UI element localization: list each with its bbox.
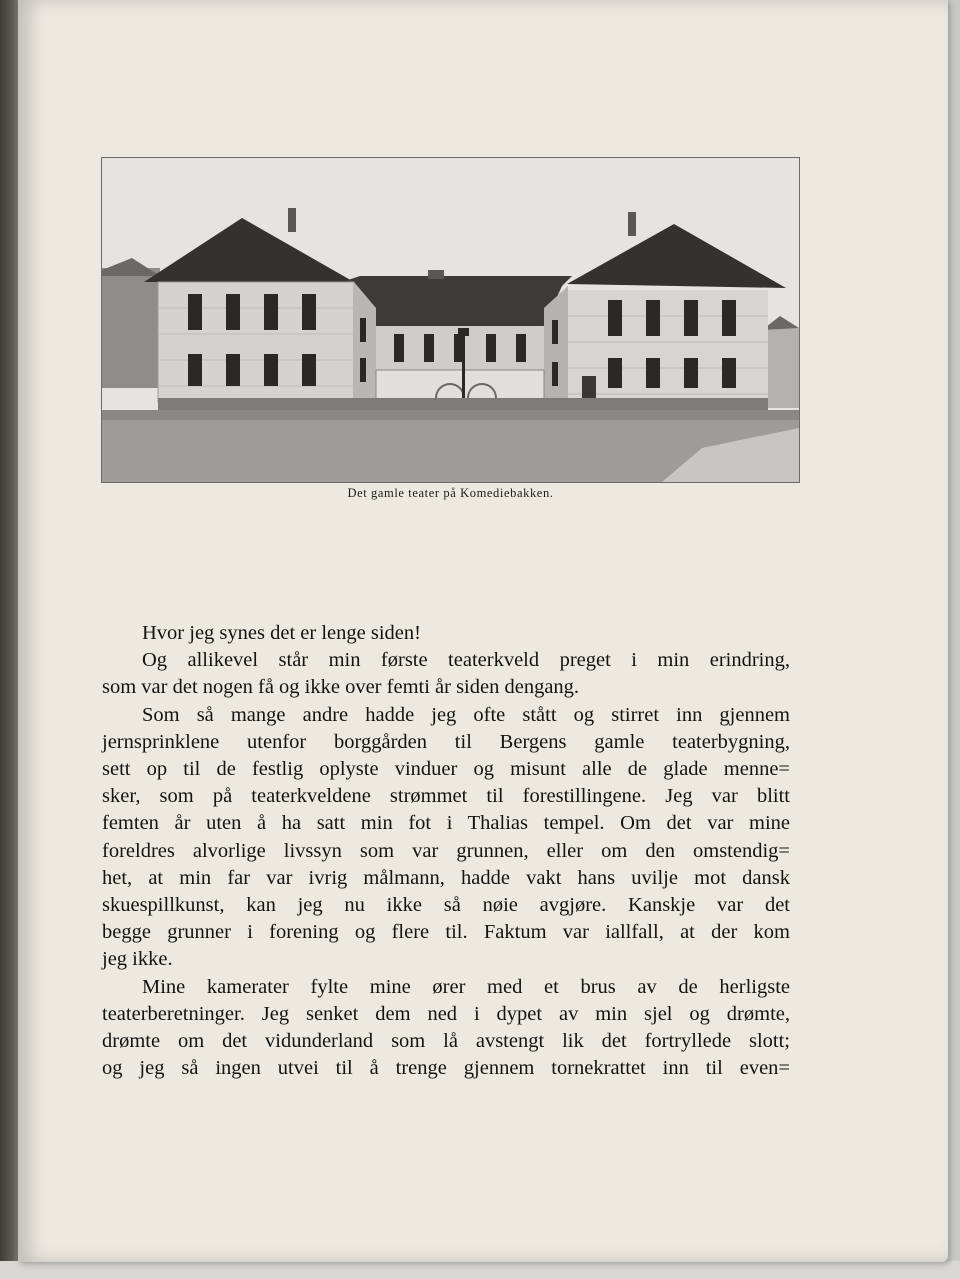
table-surface	[0, 1261, 960, 1279]
text-line: teaterberetninger. Jeg senket dem ned i dypet av min sjel og drømte,	[102, 1002, 790, 1025]
text-line: Som så mange andre hadde jeg ofte stått og stirret inn gjennem	[142, 703, 790, 726]
text-line: som var det nogen få og ikke over femti år siden dengang.	[102, 676, 580, 699]
text-line: jeg ikke.	[102, 948, 173, 971]
text-line: foreldres alvorlige livssyn som var grunnen, eller om den omstendig=	[102, 839, 790, 862]
text-line: femten år uten å ha satt min fot i Thalias tempel. Om det var mine	[102, 812, 790, 835]
text-line: sker, som på teaterkveldene strømmet til forestillingene. Jeg var blitt	[102, 785, 790, 808]
text-line: og jeg så ingen utvei til å trenge gjennem tornekrattet inn til even=	[102, 1057, 790, 1080]
text-line: Og allikevel står min første teaterkveld preget i min erindring,	[142, 649, 790, 672]
photo-caption: Det gamle teater på Komediebakken.	[347, 486, 554, 500]
text-line: jernsprinklene utenfor borggården til Bergens gamle teaterbygning,	[102, 730, 790, 753]
text-line: sett op til de festlig oplyste vinduer og misunt alle de glade menne=	[102, 758, 790, 781]
body-text	[102, 620, 790, 1082]
text-line: begge grunner i forening og flere til. Faktum var iallfall, at der kom	[102, 921, 790, 944]
text-line: Hvor jeg synes det er lenge siden!	[142, 622, 421, 644]
text-line: het, at min far var ivrig målmann, hadde vakt hans uvilje mot dansk	[102, 866, 790, 889]
text-line: drømte om det vidunderland som lå avstengt lik det fortryllede slott;	[102, 1030, 790, 1053]
theater-photograph	[102, 158, 799, 482]
text-line: skuespillkunst, kan jeg nu ikke så nøie avgjøre. Kanskje var det	[102, 894, 790, 917]
text-line: Mine kamerater fylte mine ører med et brus av de herligste	[142, 975, 790, 998]
